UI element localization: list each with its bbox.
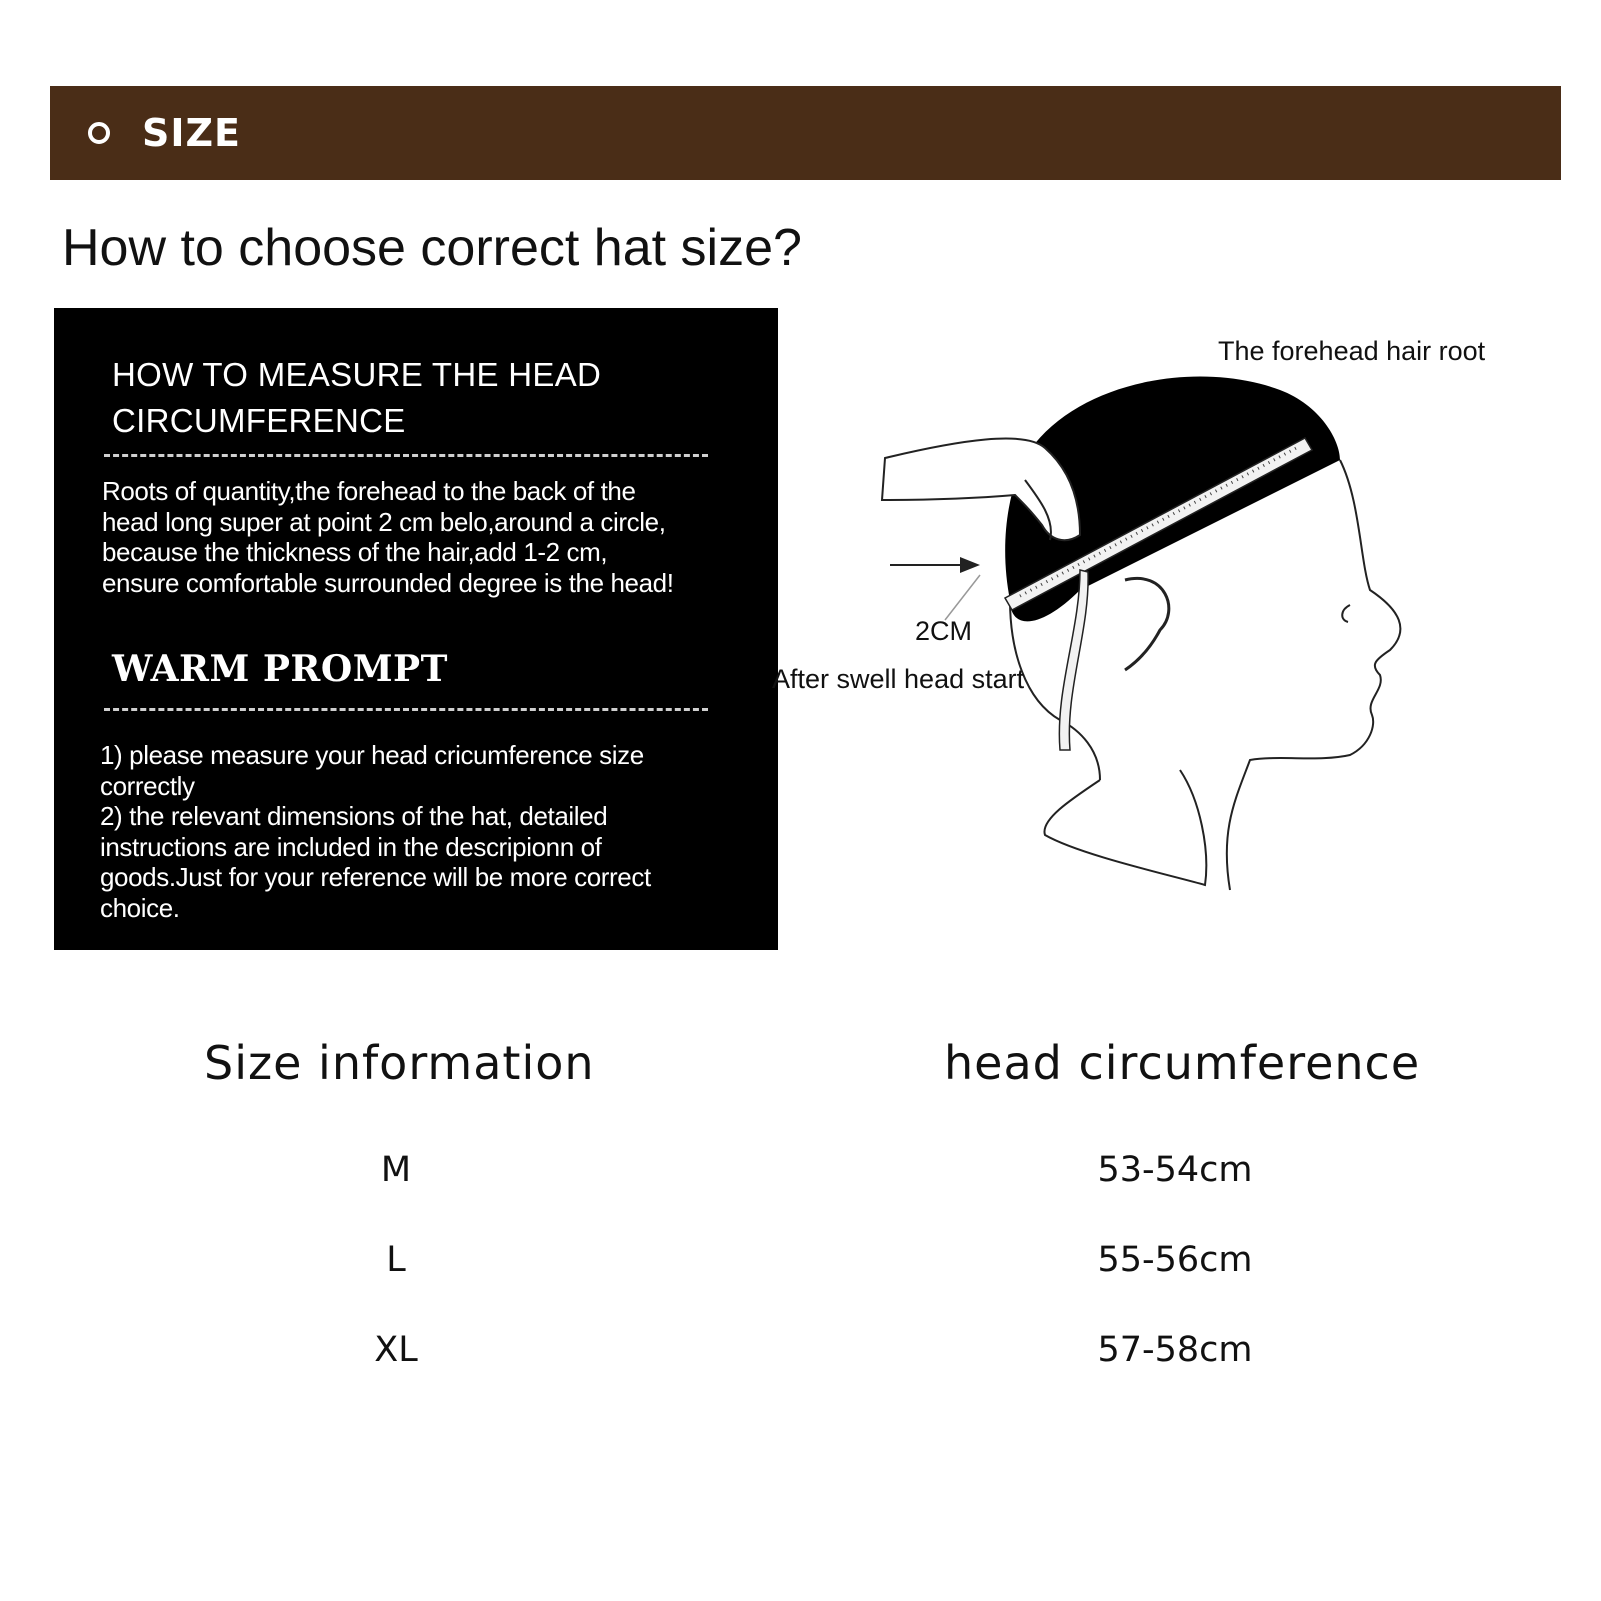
leader-line bbox=[945, 575, 980, 620]
size-cell: M bbox=[380, 1150, 412, 1190]
eye-mark bbox=[1342, 605, 1350, 622]
head-measurement-diagram bbox=[772, 330, 1560, 930]
dashed-divider bbox=[104, 708, 708, 711]
circumference-cell: 55-56cm bbox=[1097, 1240, 1253, 1280]
size-cell: L bbox=[386, 1240, 406, 1280]
description-line: because the thickness of the hair,add 1-2 cm, bbox=[102, 537, 608, 567]
size-cell: XL bbox=[374, 1330, 418, 1370]
size-banner bbox=[50, 86, 1561, 180]
circle-bullet-icon bbox=[88, 122, 110, 144]
dashed-divider bbox=[104, 454, 708, 457]
measure-description bbox=[102, 476, 742, 598]
description-line: head long super at point 2 cm belo,around a circle, bbox=[102, 506, 666, 537]
size-column-header: Size information bbox=[204, 1036, 595, 1090]
prompt-line: instructions are included in the descripionn of bbox=[100, 831, 602, 862]
face-outline bbox=[1227, 460, 1401, 890]
measure-title-line: HOW TO MEASURE THE HEAD bbox=[112, 356, 602, 393]
arrow-head bbox=[960, 557, 980, 573]
prompt-line: 2) the relevant dimensions of the hat, detailed bbox=[100, 801, 608, 831]
swell-label: After swell head start bbox=[772, 664, 1025, 694]
banner-title: SIZE bbox=[142, 111, 242, 155]
warm-prompt-text bbox=[100, 740, 740, 923]
description-line: ensure comfortable surrounded degree is the head! bbox=[102, 567, 674, 598]
2cm-label: 2CM bbox=[915, 616, 973, 646]
description-line: Roots of quantity,the forehead to the back of the bbox=[102, 476, 636, 506]
page-heading: How to choose correct hat size? bbox=[62, 219, 802, 277]
prompt-line: choice. bbox=[100, 892, 180, 923]
circumference-column-header: head circumference bbox=[944, 1036, 1421, 1090]
prompt-line: correctly bbox=[100, 770, 195, 801]
head-illustration bbox=[780, 330, 1560, 930]
forehead-label: The forehead hair root bbox=[1218, 336, 1486, 366]
prompt-line: 1) please measure your head cricumference size bbox=[100, 740, 644, 770]
measure-title bbox=[112, 352, 732, 444]
collar-outline bbox=[1044, 770, 1206, 885]
circumference-cell: 57-58cm bbox=[1097, 1330, 1253, 1370]
measure-title-line: CIRCUMFERENCE bbox=[112, 402, 406, 439]
ear-outline bbox=[1125, 578, 1169, 670]
prompt-line: goods.Just for your reference will be more correct bbox=[100, 862, 651, 892]
measure-instructions-panel bbox=[54, 308, 778, 950]
circumference-cell: 53-54cm bbox=[1097, 1150, 1253, 1190]
warm-prompt-title: WARM PROMPT bbox=[112, 648, 448, 690]
